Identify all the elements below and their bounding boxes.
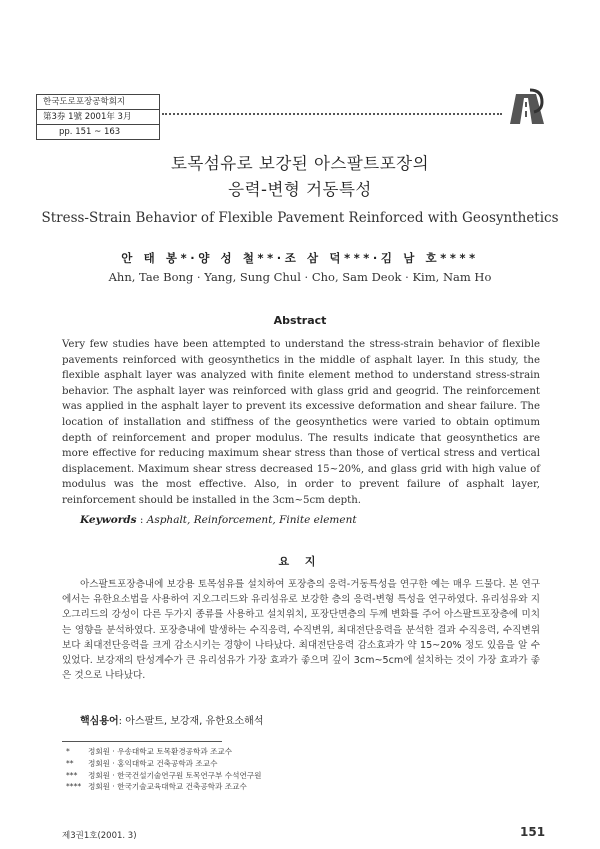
footnote-mark: * — [66, 747, 70, 756]
keywords-ko-label: 핵심용어 — [80, 716, 119, 727]
authors-ko: 안 태 봉*·양 성 철**·조 삼 덕***·김 남 호**** — [121, 251, 479, 265]
authors-en: Ahn, Tae Bong · Yang, Sung Chul · Cho, Sam Deok · Kim, Nam Ho — [108, 270, 492, 284]
keywords-ko-separator: : — [118, 716, 126, 727]
footnote-rule — [62, 741, 222, 742]
journal-volume: 第3券 1號 2001年 3月 — [37, 110, 159, 125]
title-ko-line2: 응력-변형 거동특성 — [228, 180, 372, 199]
keywords-ko-line — [80, 712, 264, 727]
footnote-text: 정회원 · 홍익대학교 건축공학과 조교수 — [88, 758, 218, 768]
keywords-ko-value: 아스팔트, 보강재, 유한요소해석 — [125, 716, 264, 727]
journal-name: 한국도로포장공학회지 — [37, 95, 159, 110]
page-number: 151 — [520, 825, 546, 839]
footnote-item — [66, 770, 261, 782]
keywords-label: Keywords — [80, 514, 137, 526]
title-ko-line1: 토목섬유로 보강된 아스팔트포장의 — [170, 154, 430, 173]
page-footer-issue: 제3권1호(2001. 3) — [62, 831, 137, 841]
summary-ko-text: 아스팔트포장층내에 보강용 토목섬유를 설치하여 포장층의 응력-거동특성을 연구한 예는 매우 드물다. 본 연구에서는 유한요소법을 사용하여 지오그리드와 유리섬유로 보강한 층의 응력-변형 특성을 연구하였다. 유리섬유와 지오그리드의 강성이 다른 두가지 종류를 사용하고 설치위치, 포장단면층의 두께 변화를 주어 아스팔트포장층에 미치는 영향을 분석하였다. 포장층내에 발생하는 수직응력, 수직변위, 최대전단응력을 분석한 결과 수직응력, 수직변위보다 최대전단응력을 크게 감소시키는 경향이 나타났다. 최대전단응력 감소효과가 약 15~20% 정도 있음을 알 수 있었다. 보강재의 탄성계수가 큰 유리섬유가 가장 효과가 좋으며 깊이 3cm~5cm에 설치하는 것이 가장 효과가 좋은 것으로 나타났다. — [62, 579, 540, 682]
footnote-mark: ** — [66, 758, 74, 768]
journal-pages: pp. 151 ~ 163 — [59, 127, 121, 137]
header-dotted-rule — [162, 113, 502, 115]
footnote-text: 정회원 · 우송대학교 토목환경공학과 조교수 — [88, 747, 233, 756]
keywords-value: Asphalt, Reinforcement, Finite element — [146, 514, 357, 526]
footnote-mark: **** — [66, 782, 82, 792]
abstract-heading: Abstract — [273, 314, 327, 327]
footnotes — [66, 746, 261, 793]
footnote-item — [66, 758, 261, 770]
footnote-text: 정회원 · 한국건설기술연구원 토목연구부 수석연구원 — [88, 770, 262, 780]
keywords-separator: : — [136, 514, 147, 526]
footnote-mark: *** — [66, 770, 78, 780]
footnote-item — [66, 781, 261, 793]
journal-info-box — [36, 94, 160, 140]
footnote-text: 정회원 · 한국기술교육대학교 건축공학과 조교수 — [88, 782, 247, 792]
keywords-line — [80, 514, 357, 526]
title-en: Stress-Strain Behavior of Flexible Pavement Reinforced with Geosynthetics — [41, 210, 559, 226]
footnote-item — [66, 746, 261, 758]
journal-logo-icon — [506, 86, 546, 126]
summary-ko-heading: 요 지 — [278, 555, 322, 568]
abstract-text: Very few studies have been attempted to understand the stress-strain behavior of flexible pavements reinforced with geosynthetics in the middle of asphalt layer. In this study, the flexible asphalt layer was analyzed with finite element method to understand stress-strain behavior. The asphalt layer was reinforced with glass grid and geogrid. The reinforcement was applied in the asphalt layer to prevent its excessive deformation and shear failure. The location of installation and stiffness of the geosynthetics were varied to obtain optimum depth of reinforcement and proper modulus. The results indicate that geosynthetics are more effective for reducing maximum shear stress than those of vertical stress and vertical displacement. Maximum shear stress decreased 15~20%, and glass grid with high value of modulus was the most effective. Also, in order to prevent failure of asphalt layer, reinforcement should be installed in the 3cm~5cm depth. — [62, 339, 540, 506]
